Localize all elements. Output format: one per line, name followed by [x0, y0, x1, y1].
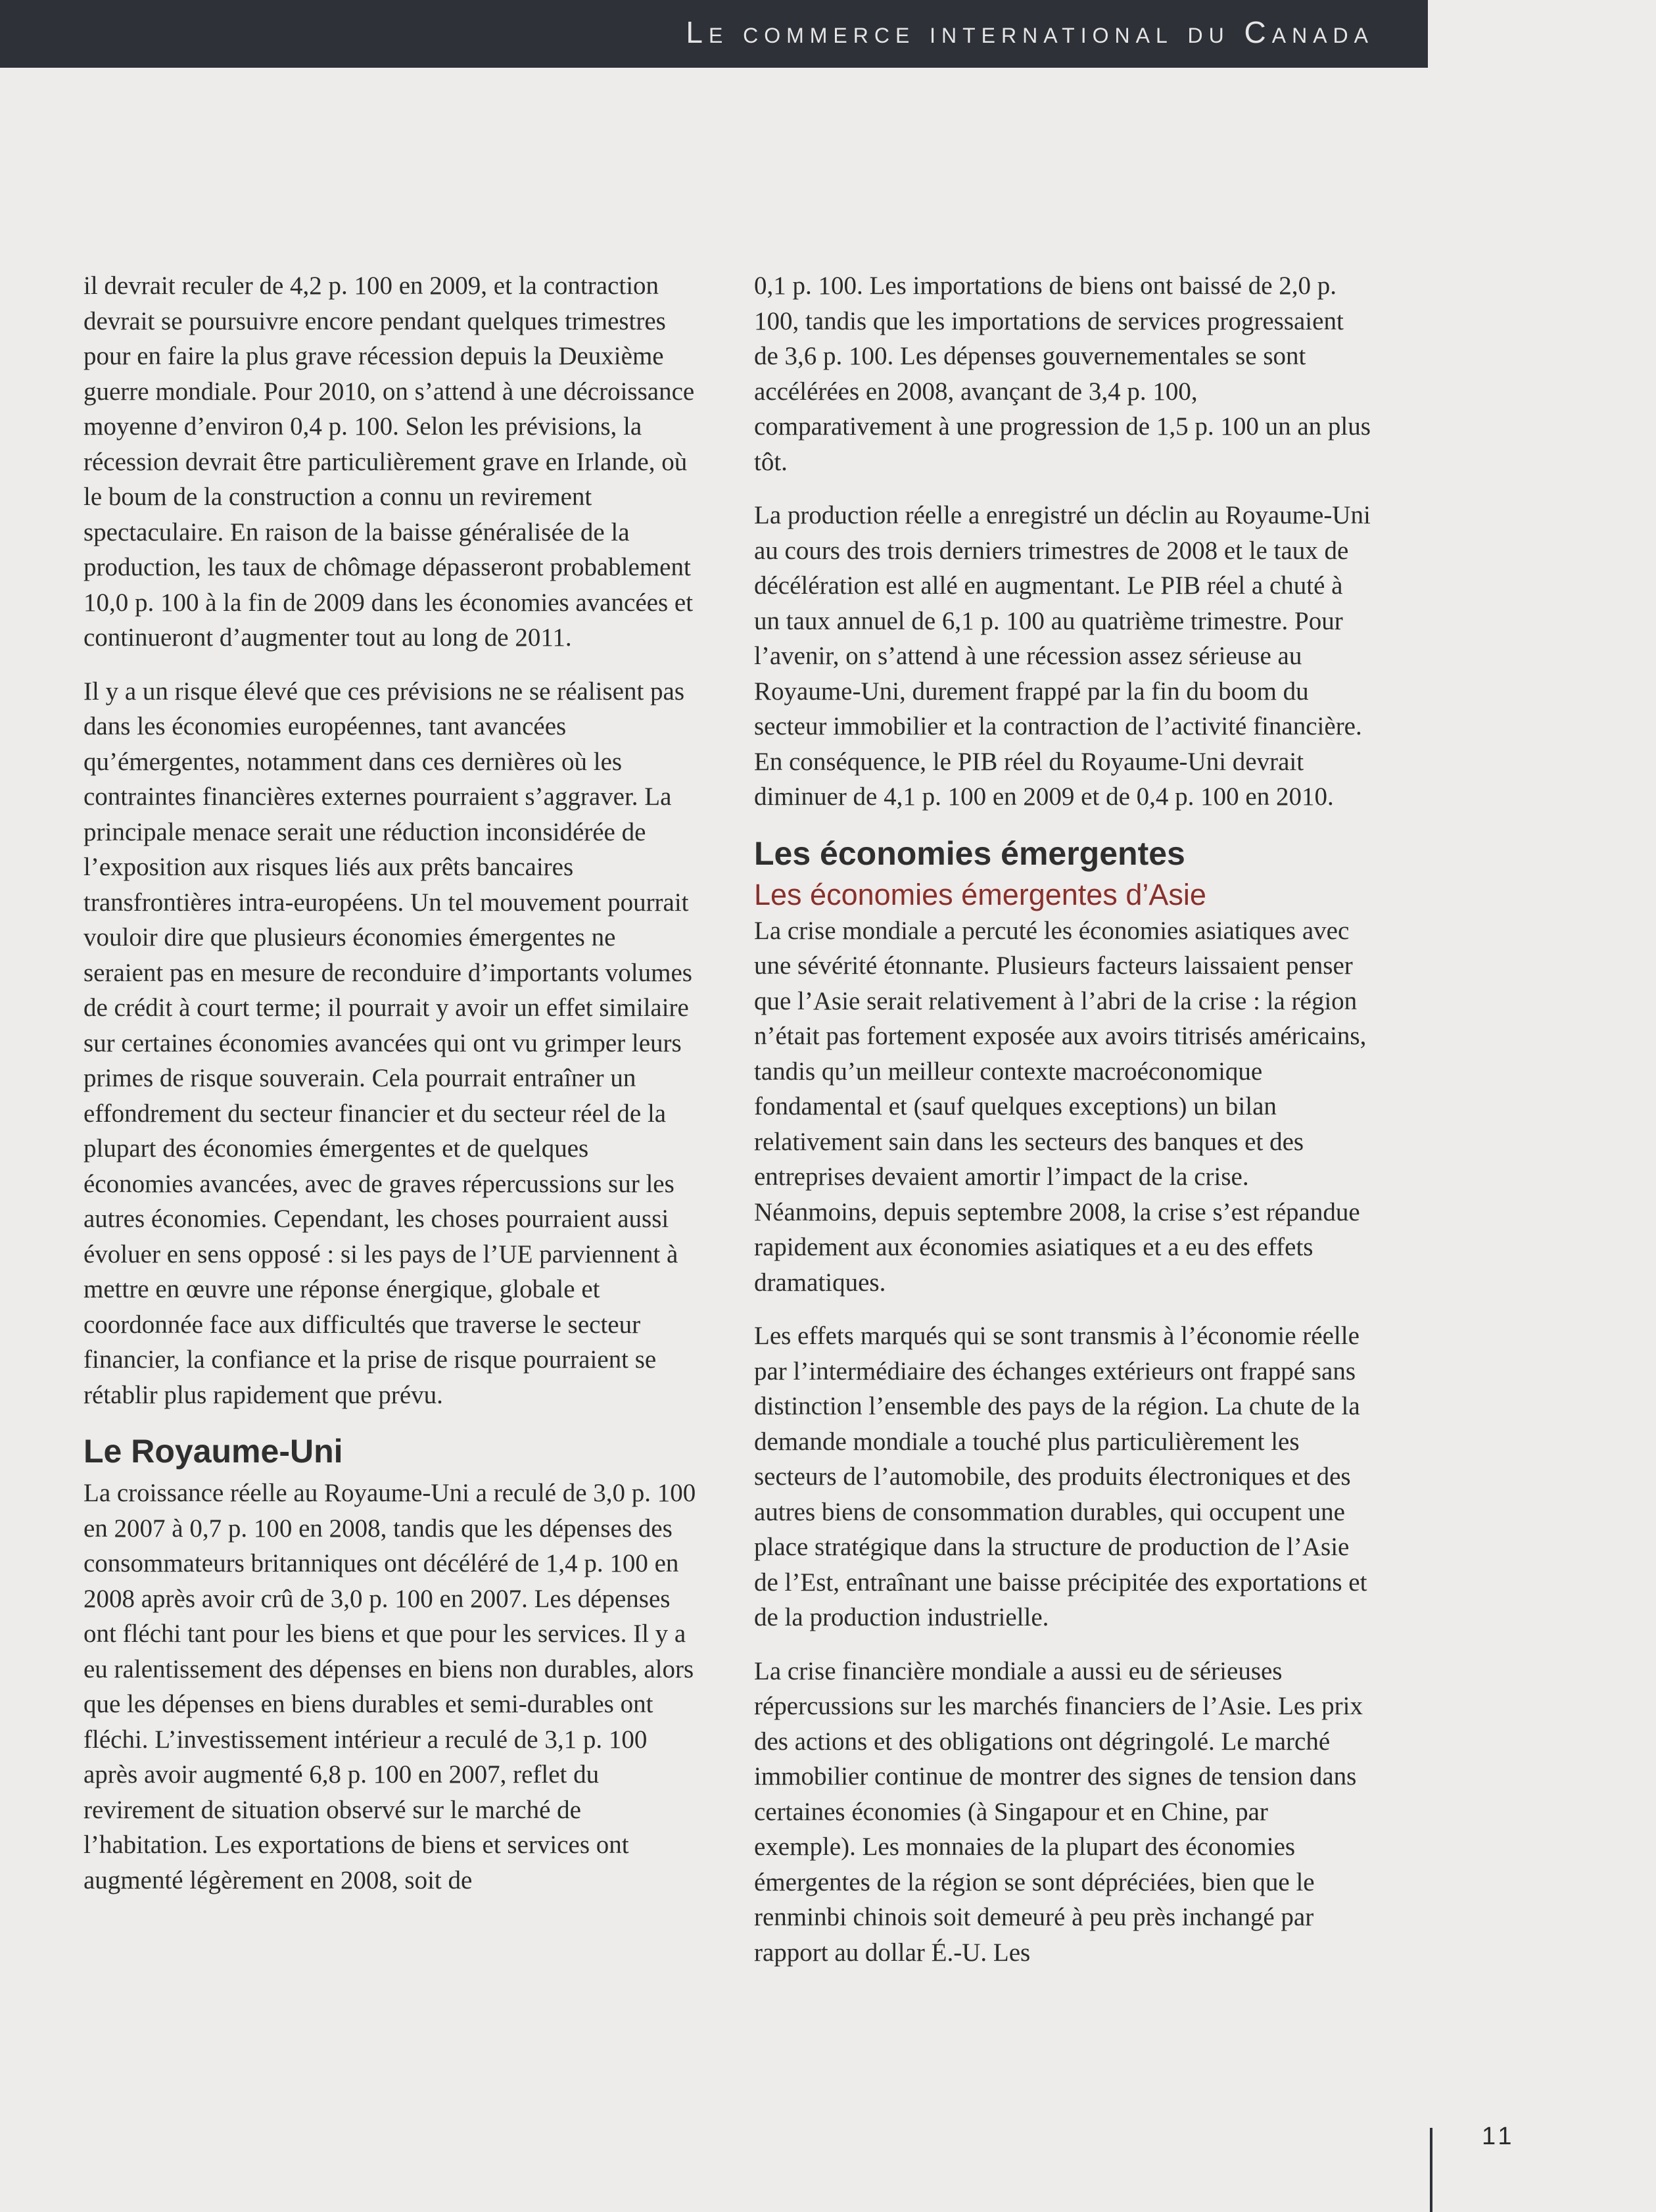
paragraph: 0,1 p. 100. Les importations de biens ont baissé de 2,0 p. 100, tandis que les importations de services progressaient de 3,6 p. 100. Les dépenses gouvernementales se sont accélérées en 2008, avançant de 3,4 p. 100, comparativement à une progression de 1,5 p. 100 un an plus tôt. [754, 272, 1371, 476]
page-number: 11 [1482, 2123, 1516, 2150]
paragraph: La crise mondiale a percuté les économies asiatiques avec une sévérité étonnante. Plusieurs facteurs laissaient penser que l’Asie serait relativement à l’abri de la crise : la région n’était pas fortement exposée aux avoirs titrisés américains, tandis qu’un meilleur contexte macroéconomique fondamental et (sauf quelques exceptions) un bilan relativement sain dans les secteurs des banques et des entreprises devaient amortir l’impact de la crise. Néanmoins, depuis septembre 2008, la crise s’est répandue rapidement aux économies asiatiques et a eu des effets dramatiques. [754, 916, 1367, 1297]
right-column [754, 268, 1372, 1988]
paragraph: La crise financière mondiale a aussi eu de sérieuses répercussions sur les marchés financiers de l’Asie. Les prix des actions et des obligations ont dégringolé. Le marché immobilier continue de montrer des signes de tension dans certaines économies (à Singapour et en Chine, par exemple). Les monnaies de la plupart des économies émergentes de la région se sont dépréciées, bien que le renminbi chinois soit demeuré à peu près inchangé par rapport au dollar É.-U. Les [754, 1656, 1363, 1967]
section-heading-emerging: Les économies émergentes [754, 834, 1185, 872]
running-header-title: Le commerce international du Canada [686, 15, 1374, 49]
left-column [83, 268, 701, 1916]
paragraph: La production réelle a enregistré un déclin au Royaume-Uni au cours des trois derniers trimestres de 2008 et le taux de décélération est allé en augmentant. Le PIB réel a chuté à un taux annuel de 6,1 p. 100 au quatrième trimestre. Pour l’avenir, on s’attend à une récession assez sérieuse au Royaume-Uni, durement frappé par la fin du boom du secteur immobilier et la contraction de l’activité financière. En conséquence, le PIB réel du Royaume-Uni devrait diminuer de 4,1 p. 100 en 2009 et de 0,4 p. 100 en 2010. [754, 501, 1371, 811]
paragraph: La croissance réelle au Royaume-Uni a reculé de 3,0 p. 100 en 2007 à 0,7 p. 100 en 2008, tandis que les dépenses des consommateurs britanniques ont décéléré de 1,4 p. 100 en 2008 après avoir crû de 3,0 p. 100 en 2007. Les dépenses ont fléchi tant pour les biens et que pour les services. Il y a eu ralentissement des dépenses en biens non durables, alors que les dépenses en biens durables et semi-durables ont fléchi. L’investissement intérieur a reculé de 3,1 p. 100 après avoir augmenté 6,8 p. 100 en 2007, reflet du revirement de situation observé sur le marché de l’habitation. Les exportations de biens et services ont augmenté légèrement en 2008, soit de [83, 1479, 696, 1894]
paragraph: Il y a un risque élevé que ces prévisions ne se réalisent pas dans les économies européennes, tant avancées qu’émergentes, notamment dans ces dernières où les contraintes financières externes pourraient s’aggraver. La principale menace serait une réduction inconsidérée de l’exposition aux risques liés aux prêts bancaires transfrontières intra-européens. Un tel mouvement pourrait vouloir dire que plusieurs économies émergentes ne seraient pas en mesure de reconduire d’importants volumes de crédit à court terme; il pourrait y avoir un effet similaire sur certaines économies avancées qui ont vu grimper leurs primes de risque souverain. Cela pourrait entraîner un effondrement du secteur financier et du secteur réel de la plupart des économies émergentes et de quelques économies avancées, avec de graves répercussions sur les autres économies. Cependant, les choses pourraient aussi évoluer en sens opposé : si les pays de l’UE parviennent à mettre en œuvre une réponse énergique, globale et coordonnée face aux difficultés que traverse le secteur financier, la confiance et la prise de risque pourraient se rétablir plus rapidement que prévu. [83, 677, 692, 1409]
footer-rule [1430, 2128, 1432, 2212]
header-bar [0, 0, 1428, 68]
subsection-heading-asia: Les économies émergentes d’Asie [754, 877, 1206, 911]
section-heading-uk: Le Royaume-Uni [83, 1433, 343, 1470]
paragraph: il devrait reculer de 4,2 p. 100 en 2009, et la contraction devrait se poursuivre encore pendant quelques trimestres pour en faire la plus grave récession depuis la Deuxième guerre mondiale. Pour 2010, on s’attend à une décroissance moyenne d’environ 0,4 p. 100. Selon les prévisions, la récession devrait être particulièrement grave en Irlande, où le boum de la construction a connu un revirement spectaculaire. En raison de la baisse généralisée de la production, les taux de chômage dépasseront probablement 10,0 p. 100 à la fin de 2009 dans les économies avancées et continueront d’augmenter tout au long de 2011. [83, 272, 695, 652]
paragraph: Les effets marqués qui se sont transmis à l’économie réelle par l’intermédiaire des échanges extérieurs ont frappé sans distinction l’ensemble des pays de la région. La chute de la demande mondiale a touché plus particulièrement les secteurs de l’automobile, des produits électroniques et des autres biens de consommation durables, qui occupent une place stratégique dans la structure de production de l’Asie de l’Est, entraînant une baisse précipitée des exportations et de la production industrielle. [754, 1322, 1367, 1631]
